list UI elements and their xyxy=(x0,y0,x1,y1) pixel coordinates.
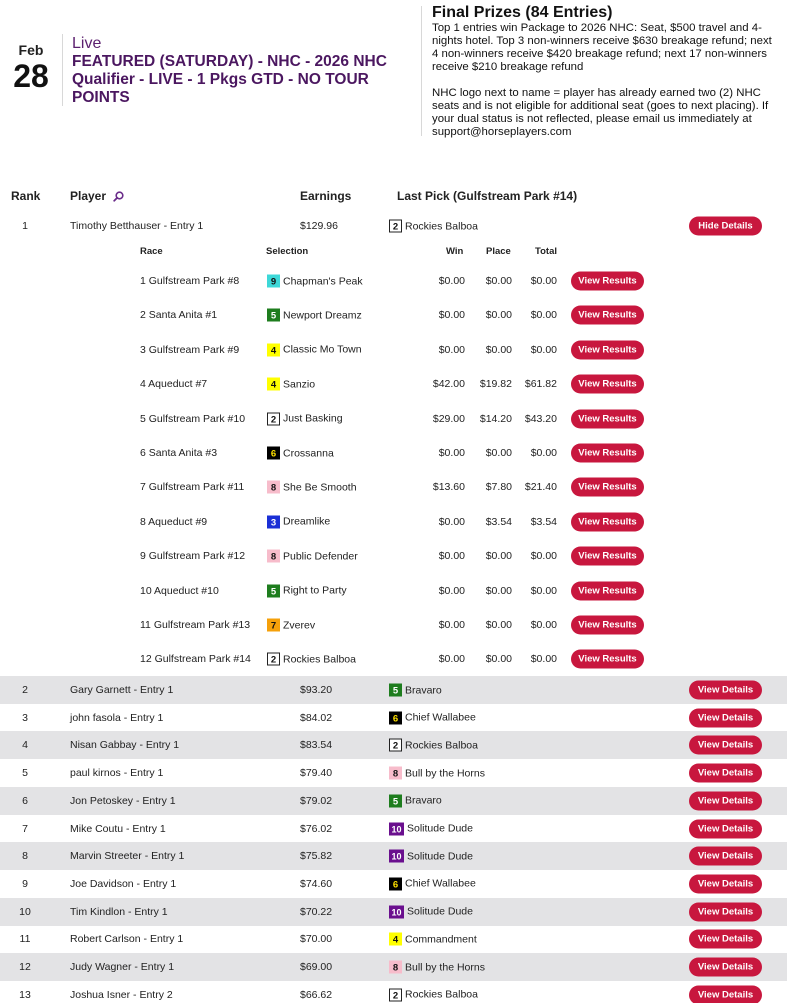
horse-name: Dreamlike xyxy=(283,515,331,528)
post-position-badge: 6 xyxy=(389,711,402,724)
view-results-button[interactable]: View Results xyxy=(571,650,644,669)
event-header xyxy=(0,0,787,150)
pick-row xyxy=(0,436,787,470)
view-results-button[interactable]: View Results xyxy=(571,581,644,600)
horse-name: Commandment xyxy=(405,933,477,946)
prizes-description: Top 1 entries win Package to 2026 NHC: Seat, $500 travel and 4-nights hotel. Top 3 non-winners receive $630 breakage refund; next 4 non-winners receive $420 breakage refund; next 17 non-winners receive $210 breakage refund xyxy=(432,22,772,73)
view-results-button[interactable]: View Results xyxy=(571,340,644,359)
pick-row xyxy=(0,574,787,608)
horse-name: Crossanna xyxy=(283,447,334,459)
horse-name: Solitude Dude xyxy=(407,905,473,918)
col-earnings: Earnings xyxy=(300,189,352,203)
player-name: Timothy Betthauser - Entry 1 xyxy=(70,220,204,232)
post-position-badge: 2 xyxy=(389,220,402,233)
place-amount: $3.54 xyxy=(485,515,512,528)
last-pick xyxy=(389,711,476,724)
place-amount: $0.00 xyxy=(485,550,512,563)
prizes-divider xyxy=(421,6,422,136)
earnings: $84.02 xyxy=(300,711,333,724)
table-row[interactable] xyxy=(0,898,787,926)
post-position-badge: 3 xyxy=(267,515,280,528)
post-position-badge: 5 xyxy=(267,309,280,322)
win-amount: $42.00 xyxy=(432,378,465,391)
table-row-expanded[interactable] xyxy=(0,214,787,238)
view-details-button[interactable]: View Details xyxy=(689,874,762,893)
col-player-wrap xyxy=(70,189,124,203)
earnings: $75.82 xyxy=(300,850,333,863)
place-amount: $0.00 xyxy=(485,653,512,666)
table-row[interactable] xyxy=(0,731,787,759)
last-pick xyxy=(389,739,478,752)
table-row[interactable] xyxy=(0,704,787,732)
post-position-badge: 6 xyxy=(267,447,280,460)
race-name: 1 Gulfstream Park #8 xyxy=(140,275,240,287)
last-pick xyxy=(389,933,477,946)
details-col-total: Total xyxy=(535,246,557,257)
player-name: Gary Garnett - Entry 1 xyxy=(70,684,174,696)
total-amount: $0.00 xyxy=(530,584,557,597)
post-position-badge: 5 xyxy=(267,584,280,597)
pick-row xyxy=(0,264,787,298)
last-pick xyxy=(389,684,442,697)
horse-name: Chief Wallabee xyxy=(405,877,476,890)
table-row[interactable] xyxy=(0,815,787,843)
table-row[interactable] xyxy=(0,787,787,815)
earnings: $69.00 xyxy=(300,961,333,973)
place-amount: $0.00 xyxy=(485,619,512,631)
horse-name: Chief Wallabee xyxy=(405,711,476,724)
view-results-button[interactable]: View Results xyxy=(571,512,644,531)
post-position-badge: 2 xyxy=(267,653,280,666)
total-amount: $0.00 xyxy=(530,309,557,322)
pick-row xyxy=(0,402,787,436)
post-position-badge: 10 xyxy=(389,905,404,918)
earnings: $66.62 xyxy=(300,988,333,1001)
total-amount: $3.54 xyxy=(530,515,557,528)
pick-row xyxy=(0,333,787,367)
horse-name: Rockies Balboa xyxy=(405,220,478,232)
horse-name: Bull by the Horns xyxy=(405,767,485,780)
rank: 12 xyxy=(19,961,31,973)
rank: 6 xyxy=(22,794,28,807)
pick-row xyxy=(0,539,787,573)
earnings: $93.20 xyxy=(300,684,333,696)
view-results-button[interactable]: View Results xyxy=(571,616,644,635)
view-details-button[interactable]: View Details xyxy=(689,958,762,977)
race-name: 7 Gulfstream Park #11 xyxy=(140,481,245,494)
pick-row xyxy=(0,298,787,332)
rank: 2 xyxy=(22,684,28,696)
horse-name: Solitude Dude xyxy=(407,822,473,835)
horse-name: Sanzio xyxy=(283,378,316,391)
rank: 11 xyxy=(19,933,31,946)
view-details-button[interactable]: View Details xyxy=(689,985,762,1003)
details-col-race: Race xyxy=(140,246,163,257)
win-amount: $0.00 xyxy=(438,447,465,459)
race-name: 3 Gulfstream Park #9 xyxy=(140,343,240,356)
event-day: 28 xyxy=(13,58,49,94)
rank: 1 xyxy=(22,220,28,232)
horse-name: Rockies Balboa xyxy=(283,653,356,666)
event-title-block xyxy=(72,35,412,107)
rank: 3 xyxy=(22,711,28,724)
last-pick xyxy=(389,767,485,780)
table-row[interactable] xyxy=(0,925,787,953)
race-name: 12 Gulfstream Park #14 xyxy=(140,653,251,666)
player-name: Nisan Gabbay - Entry 1 xyxy=(70,739,180,752)
player-name: Robert Carlson - Entry 1 xyxy=(70,933,184,946)
earnings: $83.54 xyxy=(300,739,333,752)
pick-row xyxy=(0,367,787,401)
win-amount: $0.00 xyxy=(438,619,465,631)
horse-name: Classic Mo Town xyxy=(283,343,362,356)
horse-name: Bull by the Horns xyxy=(405,961,485,973)
col-last-pick: Last Pick (Gulfstream Park #14) xyxy=(397,189,578,203)
horse-name: She Be Smooth xyxy=(283,481,357,494)
post-position-badge: 5 xyxy=(389,794,402,807)
view-results-button[interactable]: View Results xyxy=(571,444,644,463)
win-amount: $0.00 xyxy=(438,309,465,322)
post-position-badge: 6 xyxy=(389,877,402,890)
post-position-badge: 2 xyxy=(389,739,402,752)
post-position-badge: 2 xyxy=(389,988,402,1001)
table-row[interactable] xyxy=(0,870,787,898)
earnings: $76.02 xyxy=(300,822,333,835)
total-amount: $61.82 xyxy=(524,378,557,391)
view-details-button[interactable]: View Details xyxy=(689,819,762,838)
nhc-notice: NHC logo next to name = player has already earned two (2) NHC seats and is not eligible for additional seat (goes to next placing). If your dual status is not reflected, please email us immediately at support@horseplayers.com xyxy=(432,87,769,138)
last-pick xyxy=(389,988,478,1001)
last-pick xyxy=(389,822,473,835)
rank: 4 xyxy=(22,739,28,752)
post-position-badge: 4 xyxy=(389,933,402,946)
win-amount: $0.00 xyxy=(438,550,465,563)
pick-row xyxy=(0,470,787,504)
last-pick xyxy=(389,794,442,807)
post-position-badge: 9 xyxy=(267,275,280,288)
col-rank: Rank xyxy=(11,189,41,203)
horse-name: Newport Dreamz xyxy=(283,309,362,322)
col-player: Player xyxy=(70,189,107,203)
view-details-button[interactable]: View Details xyxy=(689,736,762,755)
view-results-button[interactable]: View Results xyxy=(571,272,644,291)
total-amount: $0.00 xyxy=(530,653,557,666)
place-amount: $0.00 xyxy=(485,275,512,287)
view-details-button[interactable]: View Details xyxy=(689,791,762,810)
selection xyxy=(267,309,362,322)
total-amount: $0.00 xyxy=(530,343,557,356)
post-position-badge: 10 xyxy=(389,850,404,863)
view-details-button[interactable]: View Details xyxy=(689,930,762,949)
win-amount: $0.00 xyxy=(438,653,465,666)
last-pick xyxy=(389,877,476,890)
player-name: Joshua Isner - Entry 2 xyxy=(70,988,173,1001)
view-results-button[interactable]: View Results xyxy=(571,547,644,566)
horse-name: Bravaro xyxy=(405,684,442,696)
horse-name: Public Defender xyxy=(283,550,358,563)
place-amount: $0.00 xyxy=(485,584,512,597)
pick-row xyxy=(0,608,787,642)
total-amount: $0.00 xyxy=(530,447,557,459)
player-name: Jon Petoskey - Entry 1 xyxy=(70,794,176,807)
selection xyxy=(267,584,347,597)
post-position-badge: 4 xyxy=(267,343,280,356)
selection xyxy=(267,653,356,666)
selection xyxy=(267,343,362,356)
win-amount: $0.00 xyxy=(438,343,465,356)
view-results-button[interactable]: View Results xyxy=(571,478,644,497)
race-name: 11 Gulfstream Park #13 xyxy=(140,619,251,631)
win-amount: $29.00 xyxy=(432,412,465,425)
place-amount: $7.80 xyxy=(485,481,512,494)
player-name: Marvin Streeter - Entry 1 xyxy=(70,850,185,863)
last-pick xyxy=(389,961,485,974)
player-name: Judy Wagner - Entry 1 xyxy=(70,961,175,973)
player-name: Tim Kindlon - Entry 1 xyxy=(70,905,168,918)
pick-row xyxy=(0,505,787,539)
selection xyxy=(267,378,315,391)
post-position-badge: 5 xyxy=(389,684,402,697)
race-name: 9 Gulfstream Park #12 xyxy=(140,550,246,563)
race-name: 10 Aqueduct #10 xyxy=(140,584,219,597)
total-amount: $0.00 xyxy=(530,619,557,631)
table-row[interactable] xyxy=(0,981,787,1003)
post-position-badge: 8 xyxy=(389,767,402,780)
win-amount: $0.00 xyxy=(438,275,465,287)
place-amount: $0.00 xyxy=(485,447,512,459)
view-results-button[interactable]: View Results xyxy=(571,306,644,325)
selection xyxy=(267,412,343,425)
player-name: john fasola - Entry 1 xyxy=(70,711,164,724)
horse-name: Rockies Balboa xyxy=(405,739,478,752)
earnings: $70.22 xyxy=(300,905,333,918)
event-date xyxy=(10,42,52,94)
player-name: paul kirnos - Entry 1 xyxy=(70,767,164,780)
details-col-place: Place xyxy=(486,246,511,257)
earnings: $79.02 xyxy=(300,794,333,807)
rank: 9 xyxy=(22,877,28,890)
selection xyxy=(267,481,357,494)
horse-name: Bravaro xyxy=(405,794,442,807)
details-col-win: Win xyxy=(446,246,464,257)
horse-name: Zverev xyxy=(283,619,316,631)
win-amount: $0.00 xyxy=(438,584,465,597)
post-position-badge: 8 xyxy=(267,550,280,563)
rank: 10 xyxy=(19,905,31,918)
post-position-badge: 8 xyxy=(267,481,280,494)
total-amount: $0.00 xyxy=(530,275,557,287)
earnings: $129.96 xyxy=(300,220,338,232)
last-pick xyxy=(389,850,473,863)
player-name: Joe Davidson - Entry 1 xyxy=(70,877,177,890)
horse-name: Right to Party xyxy=(283,584,347,597)
horse-name: Solitude Dude xyxy=(407,850,473,863)
place-amount: $19.82 xyxy=(479,378,512,391)
table-row[interactable] xyxy=(0,676,787,704)
race-name: 2 Santa Anita #1 xyxy=(140,309,218,322)
view-details-button[interactable]: View Details xyxy=(689,847,762,866)
post-position-badge: 8 xyxy=(389,961,402,974)
post-position-badge: 10 xyxy=(389,822,404,835)
earnings: $74.60 xyxy=(300,877,333,890)
race-name: 4 Aqueduct #7 xyxy=(140,378,208,391)
race-name: 6 Santa Anita #3 xyxy=(140,447,218,459)
horse-name: Chapman's Peak xyxy=(283,275,363,287)
view-results-button[interactable]: View Results xyxy=(571,375,644,394)
race-name: 8 Aqueduct #9 xyxy=(140,515,208,528)
win-amount: $0.00 xyxy=(438,515,465,528)
post-position-badge: 2 xyxy=(267,412,280,425)
table-row[interactable] xyxy=(0,842,787,870)
event-status: Live xyxy=(72,35,102,52)
last-pick xyxy=(389,905,473,918)
horse-name: Just Basking xyxy=(283,412,343,425)
pick-row xyxy=(0,642,787,676)
earnings: $79.40 xyxy=(300,767,333,780)
place-amount: $14.20 xyxy=(479,412,512,425)
horse-name: Rockies Balboa xyxy=(405,988,478,1001)
post-position-badge: 7 xyxy=(267,619,280,632)
race-name: 5 Gulfstream Park #10 xyxy=(140,412,246,425)
selection xyxy=(267,619,315,632)
rank: 7 xyxy=(22,822,28,835)
total-amount: $0.00 xyxy=(530,550,557,563)
post-position-badge: 4 xyxy=(267,378,280,391)
rank: 5 xyxy=(22,767,28,780)
place-amount: $0.00 xyxy=(485,309,512,322)
view-details-button[interactable]: View Details xyxy=(689,764,762,783)
details-col-selection: Selection xyxy=(266,246,309,257)
prizes-panel xyxy=(432,4,777,139)
view-results-button[interactable]: View Results xyxy=(571,409,644,428)
selection xyxy=(267,550,358,563)
place-amount: $0.00 xyxy=(485,343,512,356)
search-icon[interactable] xyxy=(113,191,124,202)
leaderboard-header xyxy=(0,187,787,205)
total-amount: $21.40 xyxy=(524,481,557,494)
win-amount: $13.60 xyxy=(432,481,465,494)
view-details-button[interactable]: View Details xyxy=(689,902,762,921)
view-details-button[interactable]: View Details xyxy=(689,708,762,727)
rank: 8 xyxy=(22,850,28,863)
selection xyxy=(267,275,363,288)
details-header xyxy=(0,245,787,259)
prizes-heading: Final Prizes (84 Entries) xyxy=(432,4,613,21)
event-title: FEATURED (SATURDAY) - NHC - 2026 NHC Qualifier - LIVE - 1 Pkgs GTD - NO TOUR POINTS xyxy=(72,53,387,106)
selection xyxy=(267,515,330,528)
player-name: Mike Coutu - Entry 1 xyxy=(70,822,166,835)
table-row[interactable] xyxy=(0,953,787,981)
rank: 13 xyxy=(19,988,31,1001)
last-pick xyxy=(389,220,478,233)
hide-details-button[interactable]: Hide Details xyxy=(689,217,762,236)
total-amount: $43.20 xyxy=(524,412,557,425)
table-row[interactable] xyxy=(0,759,787,787)
selection xyxy=(267,447,334,460)
header-divider xyxy=(62,34,63,106)
view-details-button[interactable]: View Details xyxy=(689,681,762,700)
event-month: Feb xyxy=(18,42,44,58)
earnings: $70.00 xyxy=(300,933,333,946)
